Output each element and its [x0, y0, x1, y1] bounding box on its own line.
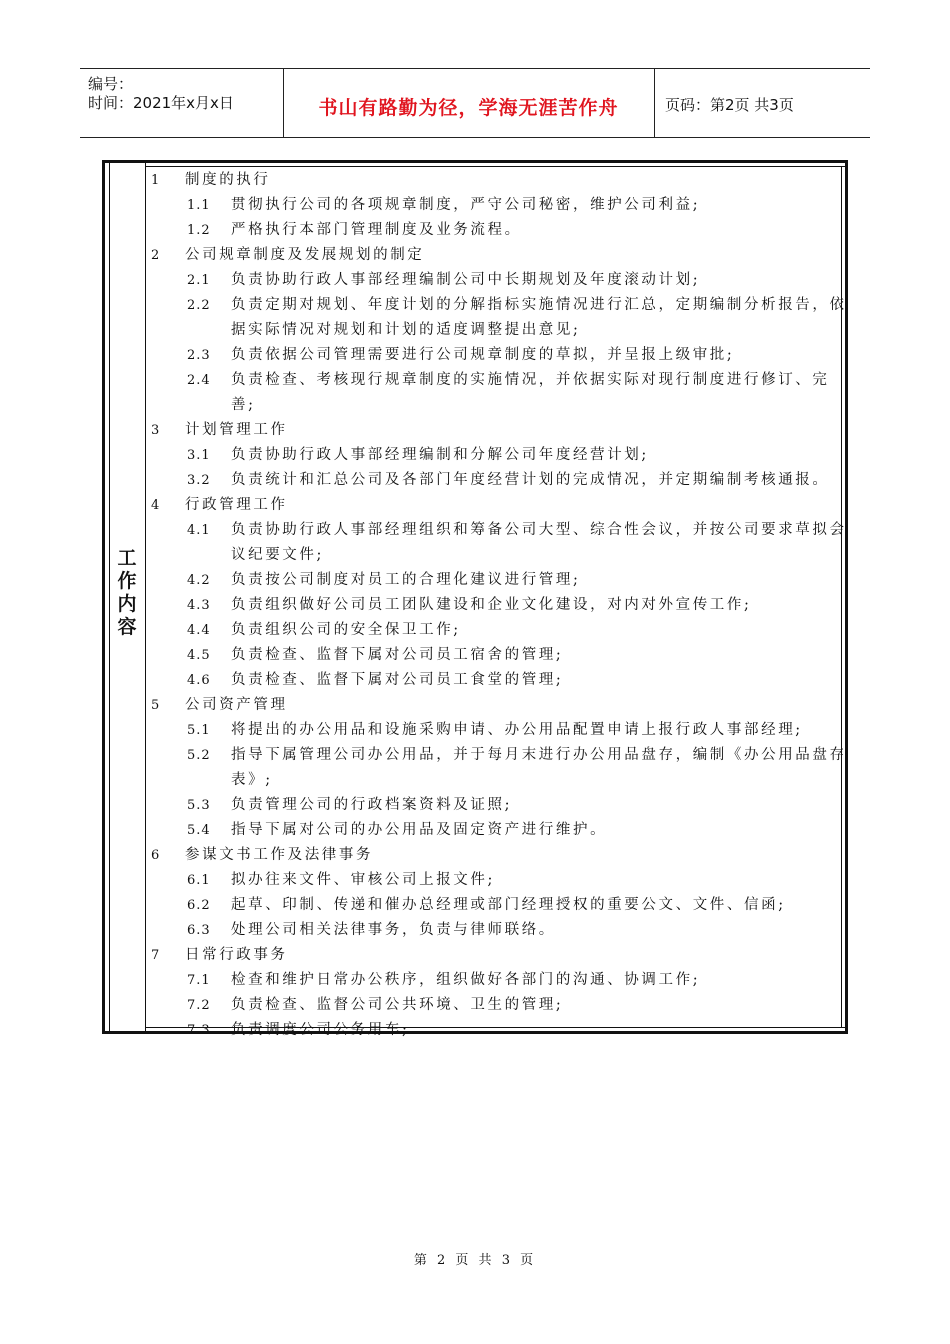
- item-number: 3.1: [187, 448, 211, 463]
- list-item: [151, 518, 847, 543]
- item-number: 2: [151, 248, 161, 263]
- item-text: 据实际情况对规划和计划的适度调整提出意见;: [231, 322, 581, 338]
- item-text: 负责协助行政人事部经理组织和筹备公司大型、综合性会议，并按公司要求草拟会: [231, 522, 847, 538]
- item-number: 7.3: [187, 1023, 211, 1038]
- item-number: 4.4: [187, 623, 211, 638]
- job-content-table: [102, 160, 848, 1038]
- list-item: [151, 668, 837, 693]
- list-item: [151, 468, 837, 493]
- item-number: 2.4: [187, 373, 211, 388]
- item-text: 严格执行本部门管理制度及业务流程。: [231, 222, 522, 238]
- item-text: 指导下属对公司的办公用品及固定资产进行维护。: [231, 822, 608, 838]
- item-text: 行政管理工作: [185, 497, 288, 513]
- item-text: 起草、印制、传递和催办总经理或部门经理授权的重要公文、文件、信函;: [231, 897, 786, 913]
- list-item-continuation: [151, 318, 837, 343]
- item-number: 6.1: [187, 873, 211, 888]
- list-item: [151, 818, 837, 843]
- item-text: 负责检查、监督下属对公司员工食堂的管理;: [231, 672, 564, 688]
- list-item-continuation: [151, 768, 837, 793]
- list-item: [151, 618, 837, 643]
- item-text: 公司规章制度及发展规划的制定: [185, 247, 425, 263]
- list-item: [151, 893, 837, 918]
- item-number: 4.6: [187, 673, 211, 688]
- item-text: 负责协助行政人事部经理编制和分解公司年度经营计划;: [231, 447, 649, 463]
- item-number: 1: [151, 173, 161, 188]
- work-content-list: [151, 168, 847, 1043]
- item-number: 2.2: [187, 298, 211, 313]
- item-number: 7.1: [187, 973, 211, 988]
- item-text: 负责检查、考核现行规章制度的实施情况，并依据实际对现行制度进行修订、完: [231, 372, 830, 388]
- page-footer: 第 2 页 共 3 页: [413, 1253, 537, 1268]
- item-number: 5.1: [187, 723, 211, 738]
- header-page-cell: [655, 69, 870, 137]
- list-item: [151, 868, 837, 893]
- item-text: 负责调度公司公务用车;: [231, 1022, 410, 1038]
- list-item: [151, 343, 837, 368]
- list-item: [151, 368, 837, 393]
- section-heading: [151, 693, 837, 718]
- item-text: 指导下属管理公司办公用品，并于每月末进行办公用品盘存，编制《办公用品盘存: [231, 747, 847, 763]
- item-text: 负责组织公司的安全保卫工作;: [231, 622, 461, 638]
- list-item: [151, 268, 837, 293]
- header-motto: 书山有路勤为径，学海无涯苦作舟: [318, 97, 619, 119]
- section-label-char: 内: [117, 593, 137, 615]
- list-item: [151, 993, 837, 1018]
- item-text: 负责统计和汇总公司及各部门年度经营计划的完成情况，并定期编制考核通报。: [231, 472, 830, 488]
- item-text: 负责组织做好公司员工团队建设和企业文化建设，对内对外宣传工作;: [231, 597, 752, 613]
- item-number: 7.2: [187, 998, 211, 1013]
- item-text: 参谋文书工作及法律事务: [185, 847, 374, 863]
- section-heading: [151, 493, 837, 518]
- list-item: [151, 918, 837, 943]
- item-number: 5.4: [187, 823, 211, 838]
- item-number: 5.2: [187, 748, 211, 763]
- item-number: 2.1: [187, 273, 211, 288]
- header-info-cell: [80, 69, 284, 137]
- list-item-continuation: [151, 543, 837, 568]
- item-number: 5: [151, 698, 161, 713]
- section-label-char: 容: [117, 616, 137, 638]
- item-text: 公司资产管理: [185, 697, 288, 713]
- list-item: [151, 793, 837, 818]
- list-item: [151, 718, 837, 743]
- item-number: 1.2: [187, 223, 211, 238]
- section-heading: [151, 168, 837, 193]
- item-text: 负责定期对规划、年度计划的分解指标实施情况进行汇总，定期编制分析报告，依: [231, 297, 847, 313]
- item-number: 4.1: [187, 523, 211, 538]
- item-number: 1.1: [187, 198, 211, 213]
- item-number: 7: [151, 948, 161, 963]
- item-text: 议纪要文件;: [231, 547, 324, 563]
- item-text: 负责检查、监督公司公共环境、卫生的管理;: [231, 997, 564, 1013]
- list-item: [151, 593, 837, 618]
- section-heading: [151, 943, 837, 968]
- section-label-work-content: [109, 547, 145, 639]
- item-text: 将提出的办公用品和设施采购申请、办公用品配置申请上报行政人事部经理;: [231, 722, 803, 738]
- section-heading: [151, 843, 837, 868]
- table-inner-border: [145, 166, 845, 167]
- list-item: [151, 193, 837, 218]
- header-motto-cell: [283, 69, 655, 137]
- document-date: 时间：2021年x月x日: [88, 94, 234, 112]
- item-text: 负责检查、监督下属对公司员工宿舍的管理;: [231, 647, 564, 663]
- item-text: 表》;: [231, 772, 273, 788]
- page-header: [80, 68, 870, 138]
- item-number: 6.3: [187, 923, 211, 938]
- item-number: 4.3: [187, 598, 211, 613]
- section-label-char: 工: [117, 547, 137, 569]
- item-text: 制度的执行: [185, 172, 271, 188]
- item-text: 检查和维护日常办公秩序，组织做好各部门的沟通、协调工作;: [231, 972, 701, 988]
- item-number: 5.3: [187, 798, 211, 813]
- item-number: 6.2: [187, 898, 211, 913]
- item-text: 日常行政事务: [185, 947, 288, 963]
- item-text: 贯彻执行公司的各项规章制度，严守公司秘密，维护公司利益;: [231, 197, 701, 213]
- item-number: 2.3: [187, 348, 211, 363]
- list-item-continuation: [151, 393, 837, 418]
- item-number: 3: [151, 423, 161, 438]
- item-text: 计划管理工作: [185, 422, 288, 438]
- list-item: [151, 568, 837, 593]
- list-item: [151, 743, 847, 768]
- list-item: [151, 218, 837, 243]
- list-item: [151, 443, 837, 468]
- item-number: 3.2: [187, 473, 211, 488]
- section-heading: [151, 243, 837, 268]
- document-number: 编号：: [88, 75, 134, 93]
- item-text: 处理公司相关法律事务，负责与律师联络。: [231, 922, 556, 938]
- item-number: 4.2: [187, 573, 211, 588]
- section-heading: [151, 418, 837, 443]
- item-text: 负责按公司制度对员工的合理化建议进行管理;: [231, 572, 581, 588]
- section-label-char: 作: [117, 570, 137, 592]
- list-item: [151, 1018, 837, 1043]
- item-number: 6: [151, 848, 161, 863]
- list-item: [151, 293, 847, 318]
- item-text: 拟办往来文件、审核公司上报文件;: [231, 872, 495, 888]
- item-text: 善;: [231, 397, 256, 413]
- item-number: 4.5: [187, 648, 211, 663]
- item-number: 4: [151, 498, 161, 513]
- list-item: [151, 643, 837, 668]
- header-page-number: 页码：第2页 共3页: [665, 96, 794, 114]
- item-text: 负责协助行政人事部经理编制公司中长期规划及年度滚动计划;: [231, 272, 701, 288]
- item-text: 负责依据公司管理需要进行公司规章制度的草拟，并呈报上级审批;: [231, 347, 735, 363]
- item-text: 负责管理公司的行政档案资料及证照;: [231, 797, 513, 813]
- list-item: [151, 968, 837, 993]
